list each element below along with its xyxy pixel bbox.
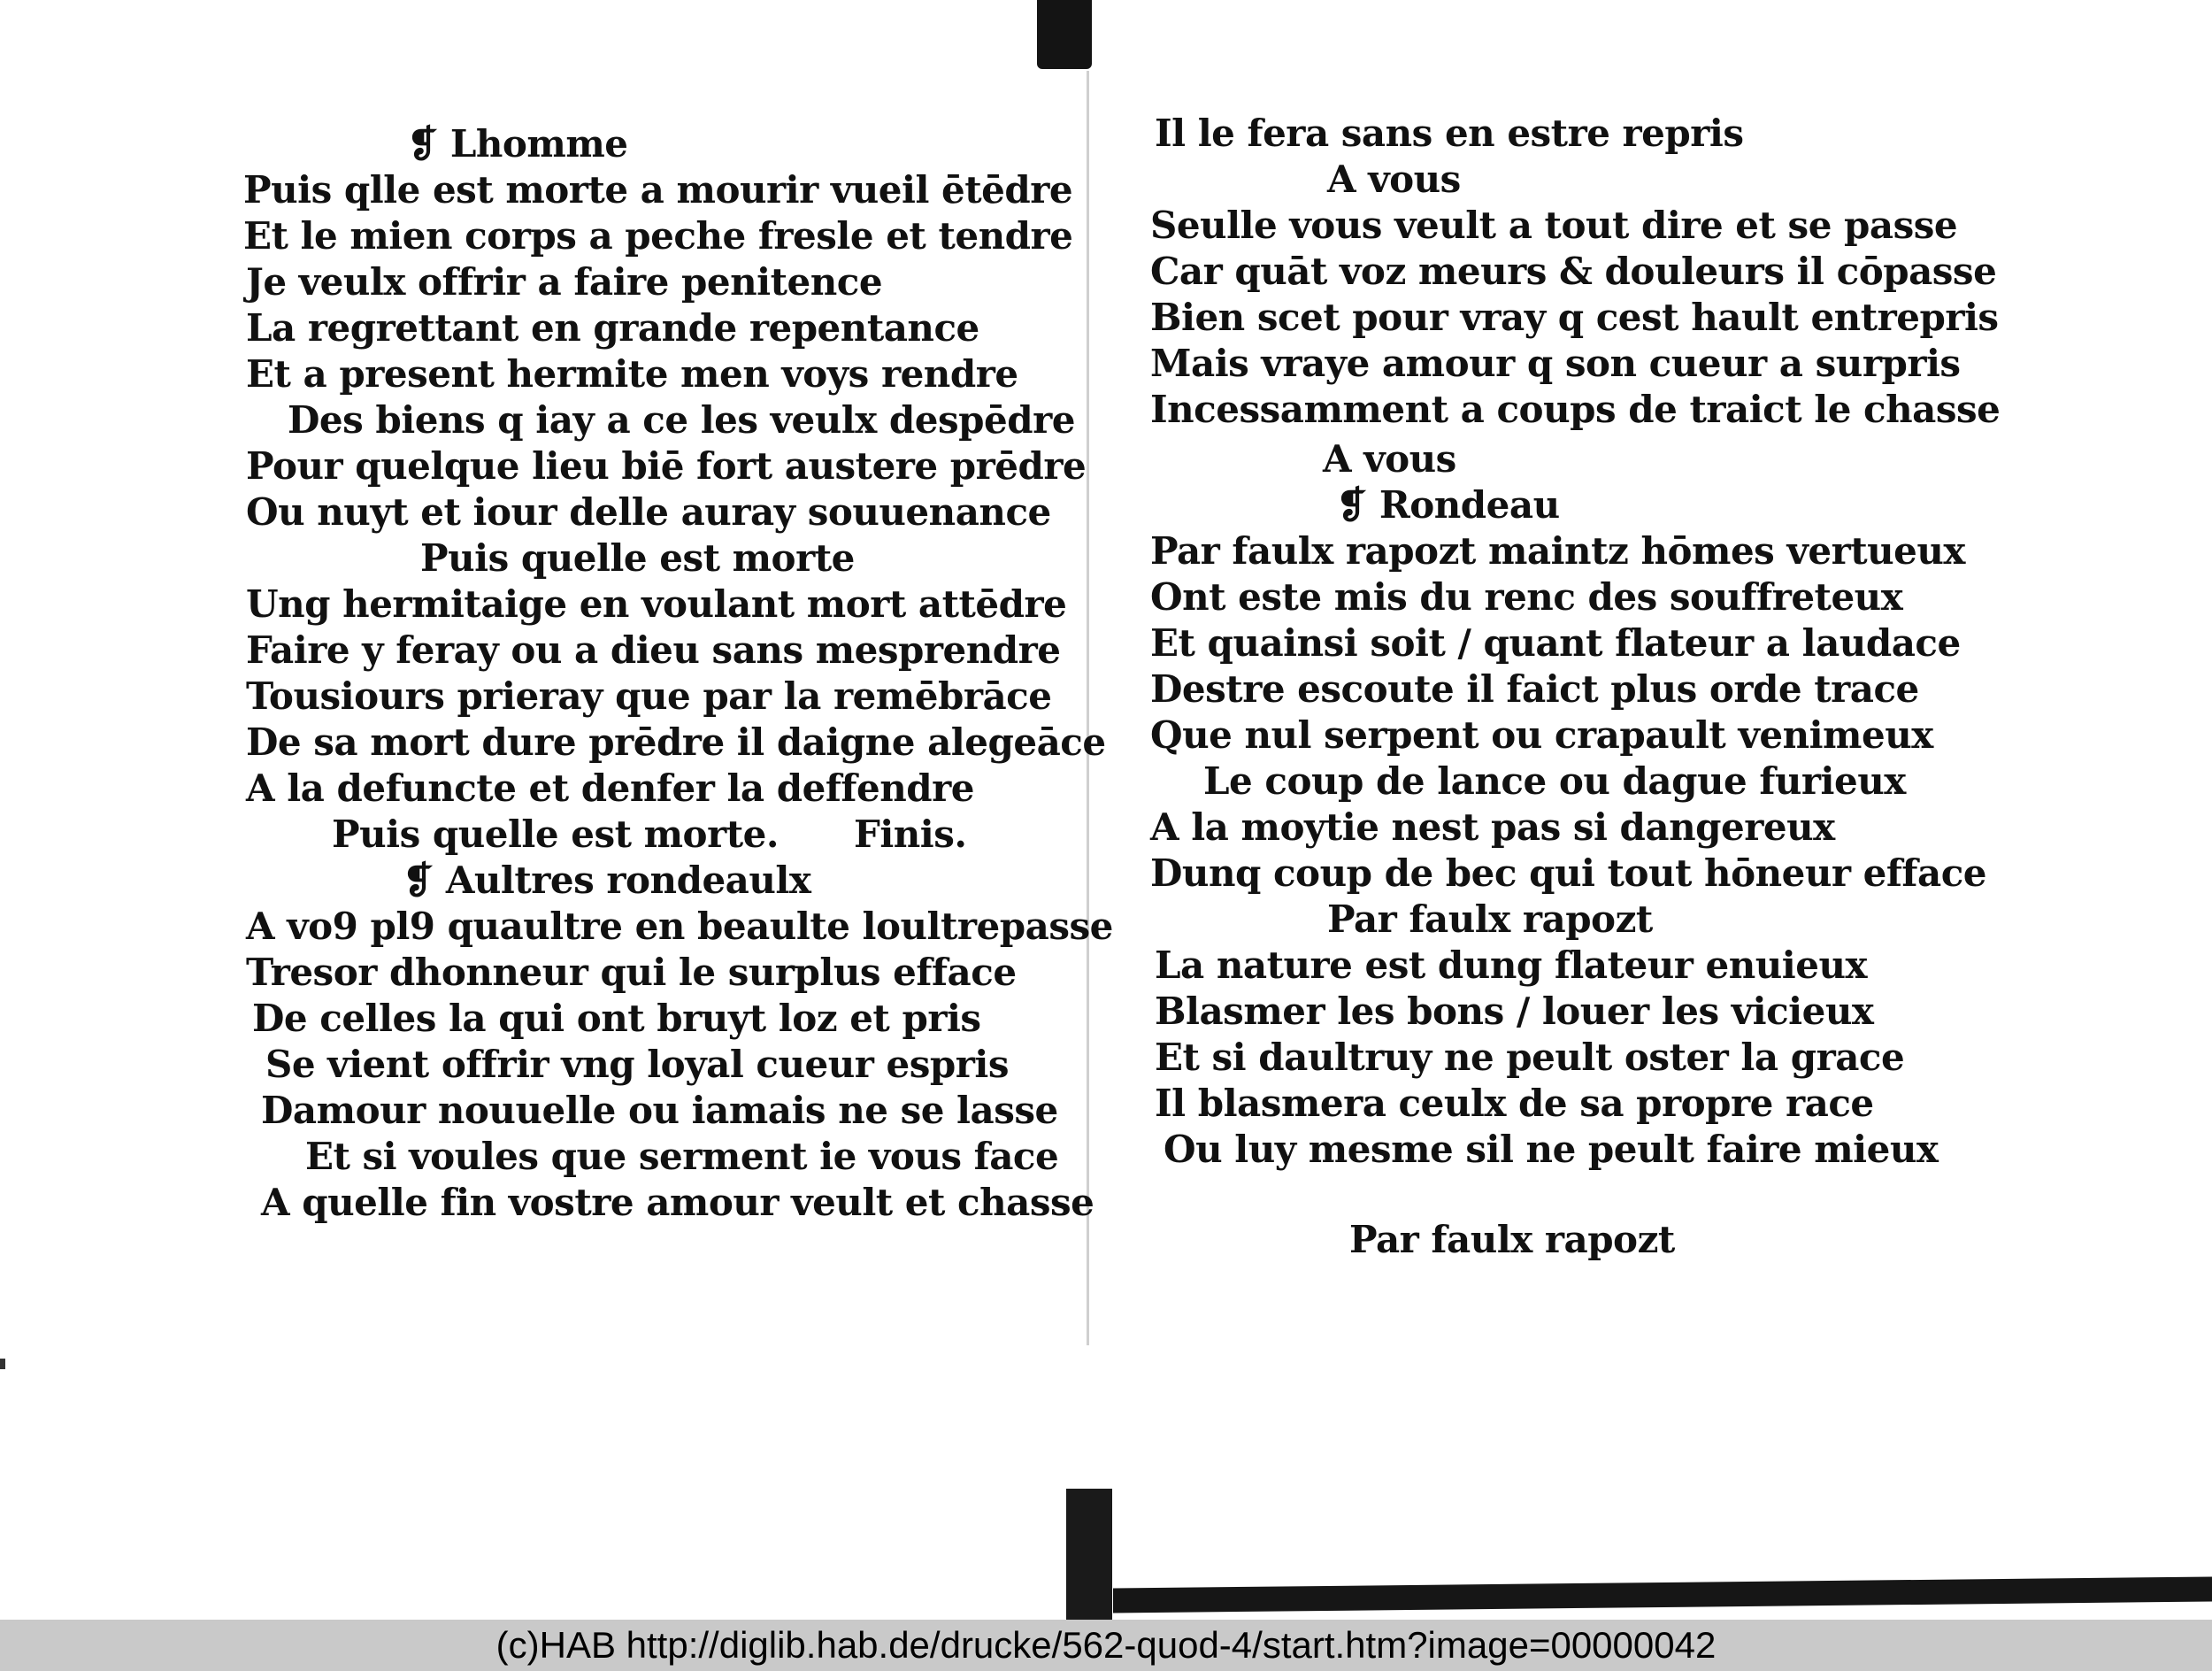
- text-line: Tresor dhonneur qui le surplus efface: [246, 951, 1017, 994]
- text-line: Seulle vous veult a tout dire et se passe: [1150, 204, 1958, 247]
- text-line: A la moytie nest pas si dangereux: [1150, 805, 1835, 849]
- text-line: Par faulx rapozt maintz hōmes vertueux: [1150, 529, 1965, 573]
- text-line: A vous: [1327, 158, 1461, 201]
- text-line: Que nul serpent ou crapault venimeux: [1150, 713, 1933, 757]
- binding-shadow-bottom: [1066, 1489, 1112, 1620]
- text-line: De sa mort dure prēdre il daigne alegeāce: [246, 720, 1106, 764]
- text-line: Incessamment a coups de traict le chasse: [1150, 388, 2001, 431]
- text-line: Ont este mis du renc des souffreteux: [1150, 575, 1903, 619]
- finis-mark: Finis.: [854, 812, 967, 856]
- text-line: A vous: [1323, 437, 1456, 481]
- text-line: Blasmer les bons / louer les vicieux: [1155, 990, 1874, 1033]
- text-line: La regrettant en grande repentance: [246, 306, 979, 350]
- text-line: La nature est dung flateur enuieux: [1155, 943, 1868, 987]
- text-line: Mais vraye amour q son cueur a surpris: [1150, 342, 1961, 385]
- text-line: Et si daultruy ne peult oster la grace: [1155, 1036, 1905, 1079]
- text-line: Pour quelque lieu biē fort austere prēdre: [246, 444, 1087, 488]
- text-line: Et le mien corps a peche fresle et tendre: [243, 214, 1073, 258]
- text-line: Le coup de lance ou dague furieux: [1203, 759, 1906, 803]
- text-line: Puis quelle est morte.: [332, 812, 779, 856]
- binding-shadow-top: [1037, 0, 1092, 69]
- text-line: Destre escoute il faict plus orde trace: [1150, 667, 1919, 711]
- text-line: Puis qlle est morte a mourir vueil ētēdre: [243, 168, 1073, 212]
- text-line: Tousiours prieray que par la remēbrāce: [246, 674, 1052, 718]
- text-line: Ou luy mesme sil ne peult faire mieux: [1164, 1128, 1939, 1171]
- text-line: ❡ Lhomme: [407, 122, 628, 166]
- text-line: Se vient offrir vng loyal cueur espris: [265, 1043, 1009, 1086]
- text-line: Et si voules que serment ie vous face: [305, 1135, 1059, 1178]
- text-line: A quelle fin vostre amour veult et chasse: [261, 1181, 1094, 1224]
- text-line: Ung hermitaige en voulant mort attēdre: [246, 582, 1067, 626]
- page-edge-shadow: [1113, 1576, 2212, 1613]
- text-line: Faire y feray ou a dieu sans mesprendre: [246, 628, 1061, 672]
- section-heading: ❡ Rondeau: [1336, 483, 1560, 527]
- text-line: Par faulx rapozt: [1327, 897, 1653, 941]
- text-line: Dunq coup de bec qui tout hōneur efface: [1150, 851, 1987, 895]
- copyright-footer: (c)HAB http://diglib.hab.de/drucke/562-quod-4/start.htm?image=00000042: [0, 1620, 2212, 1671]
- text-line: A vo9 pl9 quaultre en beaulte loultrepasse: [246, 905, 1113, 948]
- page-edge-mark: [0, 1359, 5, 1369]
- text-line: Et quainsi soit / quant flateur a laudace: [1150, 621, 1961, 665]
- text-line: Je veulx offrir a faire penitence: [246, 260, 883, 304]
- text-line: Car quāt voz meurs & douleurs il cōpasse: [1150, 250, 1997, 293]
- book-gutter: [1087, 71, 1089, 1345]
- text-line: De celles la qui ont bruyt loz et pris: [252, 997, 981, 1040]
- text-line: Il le fera sans en estre repris: [1155, 112, 1744, 155]
- text-line: Ou nuyt et iour delle auray souuenance: [246, 490, 1051, 534]
- text-line: Il blasmera ceulx de sa propre race: [1155, 1082, 1874, 1125]
- text-line: A la defuncte et denfer la deffendre: [246, 766, 974, 810]
- text-line: Damour nouuelle ou iamais ne se lasse: [261, 1089, 1058, 1132]
- section-heading: ❡ Aultres rondeaulx: [403, 859, 811, 902]
- text-line: Par faulx rapozt: [1349, 1218, 1675, 1261]
- text-line: Bien scet pour vray q cest hault entrepris: [1150, 296, 1999, 339]
- text-line: Puis quelle est morte: [420, 536, 855, 580]
- text-line: Et a present hermite men voys rendre: [246, 352, 1018, 396]
- text-line: Des biens q iay a ce les veulx despēdre: [288, 398, 1075, 442]
